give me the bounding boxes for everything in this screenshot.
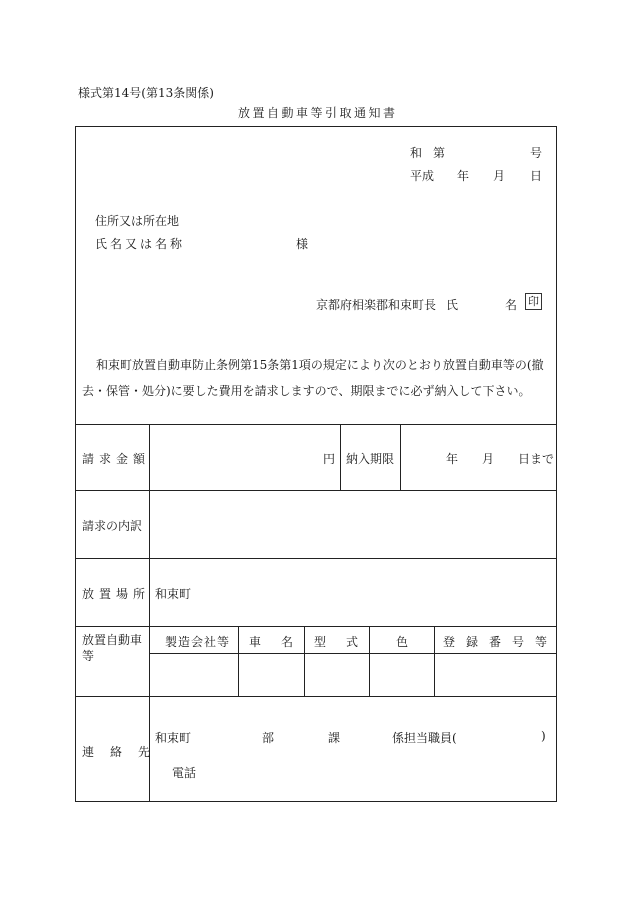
notice-body-text: 和束町放置自動車防止条例第15条第1項の規定により次のとおり放置自動車等の(撤去・保管・処分)に要した費用を請求しますので、期限までに必ず納入して下さい。 — [82, 358, 544, 398]
contact-section: 課 — [328, 731, 341, 745]
contact-phone-label: 電話 — [172, 766, 197, 780]
header-year: 年 — [457, 169, 470, 183]
header-month: 月 — [493, 169, 506, 183]
header-go: 号 — [530, 146, 543, 160]
sama-label: 様 — [296, 237, 309, 251]
breakdown-label: 請求の内訳 — [82, 519, 143, 533]
contact-staff-label: 担当職員( — [404, 731, 457, 745]
contact-town: 和束町 — [155, 731, 192, 745]
sender-title: 京都府相楽郡和束町長 — [316, 298, 437, 312]
address-label: 住所又は所在地 — [95, 214, 180, 228]
place-label: 放置場所 — [82, 587, 151, 601]
rule-vehicle-header — [150, 653, 557, 654]
rule-vehicle-col-4 — [434, 626, 435, 696]
deadline-day-until: 日まで — [518, 452, 555, 466]
rule-after-place — [75, 626, 557, 627]
rule-after-breakdown — [75, 558, 557, 559]
rule-after-amount — [75, 490, 557, 491]
deadline-year: 年 — [446, 452, 459, 466]
place-value: 和束町 — [155, 587, 192, 601]
vehicle-col-registration: 登録番号等 — [443, 635, 559, 649]
header-dai: 第 — [433, 146, 446, 160]
contact-department: 部 — [262, 731, 275, 745]
contact-label: 連絡先 — [82, 745, 167, 759]
seal-mark: 印 — [525, 293, 542, 310]
rule-vehicle-col-1 — [238, 626, 239, 696]
deadline-month: 月 — [482, 452, 495, 466]
form-number: 様式第14号(第13条関係) — [78, 86, 214, 100]
rule-after-vehicle — [75, 696, 557, 697]
header-wa: 和 — [410, 146, 423, 160]
contact-staff-close: ) — [541, 729, 546, 743]
vehicle-col-color: 色 — [396, 635, 409, 649]
contact-unit: 係 — [392, 731, 405, 745]
vehicle-col-maker: 製造会社等 — [165, 635, 231, 649]
deadline-label: 納入期限 — [346, 452, 395, 466]
vehicle-label: 放置自動車等 — [82, 633, 143, 663]
sender-shi: 氏 — [446, 298, 459, 312]
name-label: 氏名又は名称 — [95, 237, 186, 251]
rule-deadline-right — [400, 424, 401, 490]
sender-mei: 名 — [505, 298, 518, 312]
amount-label-text: 請求金額 — [82, 452, 151, 466]
rule-deadline-left — [340, 424, 341, 490]
header-day: 日 — [530, 169, 543, 183]
amount-label — [82, 450, 151, 467]
header-era: 平成 — [410, 169, 435, 183]
vehicle-col-model: 型式 — [314, 635, 379, 649]
amount-yen: 円 — [323, 452, 336, 466]
rule-top-table — [75, 424, 557, 425]
vehicle-col-car-name: 車名 — [249, 635, 314, 649]
document-title: 放置自動車等引取通知書 — [238, 106, 398, 120]
